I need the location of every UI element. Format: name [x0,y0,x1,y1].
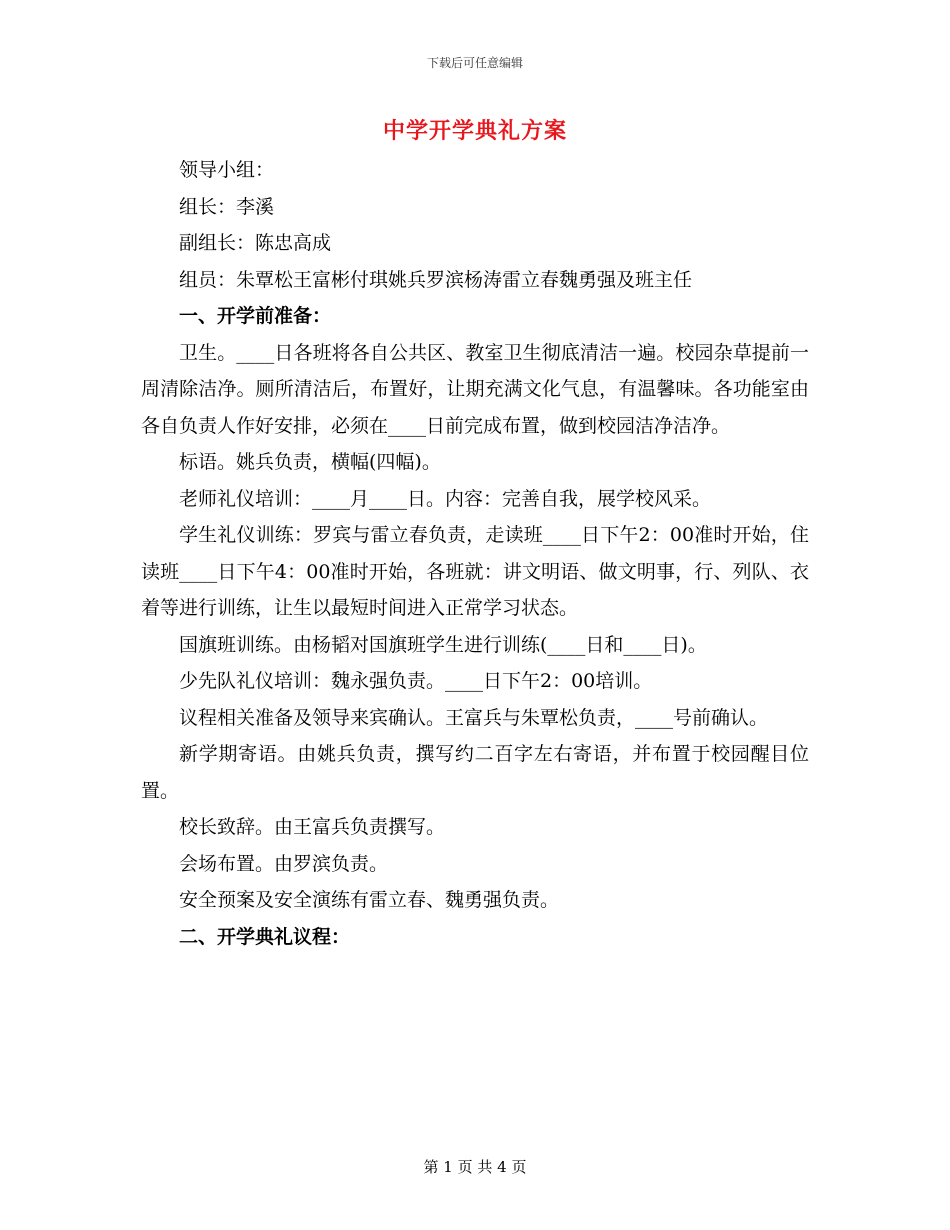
paragraph: 校长致辞。由王富兵负责撰写。 [179,816,446,838]
paragraph: 组员：朱覃松王富彬付琪姚兵罗滨杨涛雷立春魏勇强及班主任 [179,268,693,291]
paragraph: 卫生。____日各班将各自公共区、教室卫生彻底清洁一遍。校园杂草提前一周清除洁净。厕所清洁后，布置好，让期充满文化气息，有温馨味。各功能室由各自负责人作好安排，必须在____日前完成布置，做到校园洁净洁净。 [141,341,809,437]
paragraph: 会场布置。由罗滨负责。 [179,852,389,875]
paragraph: 新学期寄语。由姚兵负责，撰写约二百字左右寄语，并布置于校园醒目位置。 [141,743,809,802]
section-heading: 二、开学典礼议程： [179,925,351,948]
header-note: 下载后可任意编辑 [426,56,523,70]
paragraph: 议程相关准备及领导来宾确认。王富兵与朱覃松负责，____号前确认。 [179,706,769,729]
paragraph: 老师礼仪培训：____月____日。内容：完善自我，展学校风采。 [179,487,712,510]
paragraph: 副组长：陈忠高成 [179,232,332,254]
page-number: 第 1 页 共 4 页 [423,1158,527,1176]
paragraph: 标语。姚兵负责，横幅(四幅)。 [179,451,441,473]
paragraph: 安全预案及安全演练有雷立春、魏勇强负责。 [179,889,560,911]
document-body [141,152,809,955]
section-heading: 一、开学前准备： [179,305,332,327]
paragraph: 国旗班训练。由杨韬对国旗班学生进行训练(____日和____日)。 [179,633,707,656]
paragraph: 少先队礼仪培训：魏永强负责。____日下午2：00培训。 [179,670,653,692]
paragraph: 学生礼仪训练：罗宾与雷立春负责，走读班____日下午2：00准时开始，住读班____日下午4：00准时开始，各班就：讲文明语、做文明事，行、列队、衣着等进行训练，让生以最短时间进入正常学习状态。 [141,524,809,619]
document-title: 中学开学典礼方案 [382,118,567,144]
paragraph: 组长：李溪 [179,195,275,218]
paragraph: 领导小组： [179,159,275,181]
